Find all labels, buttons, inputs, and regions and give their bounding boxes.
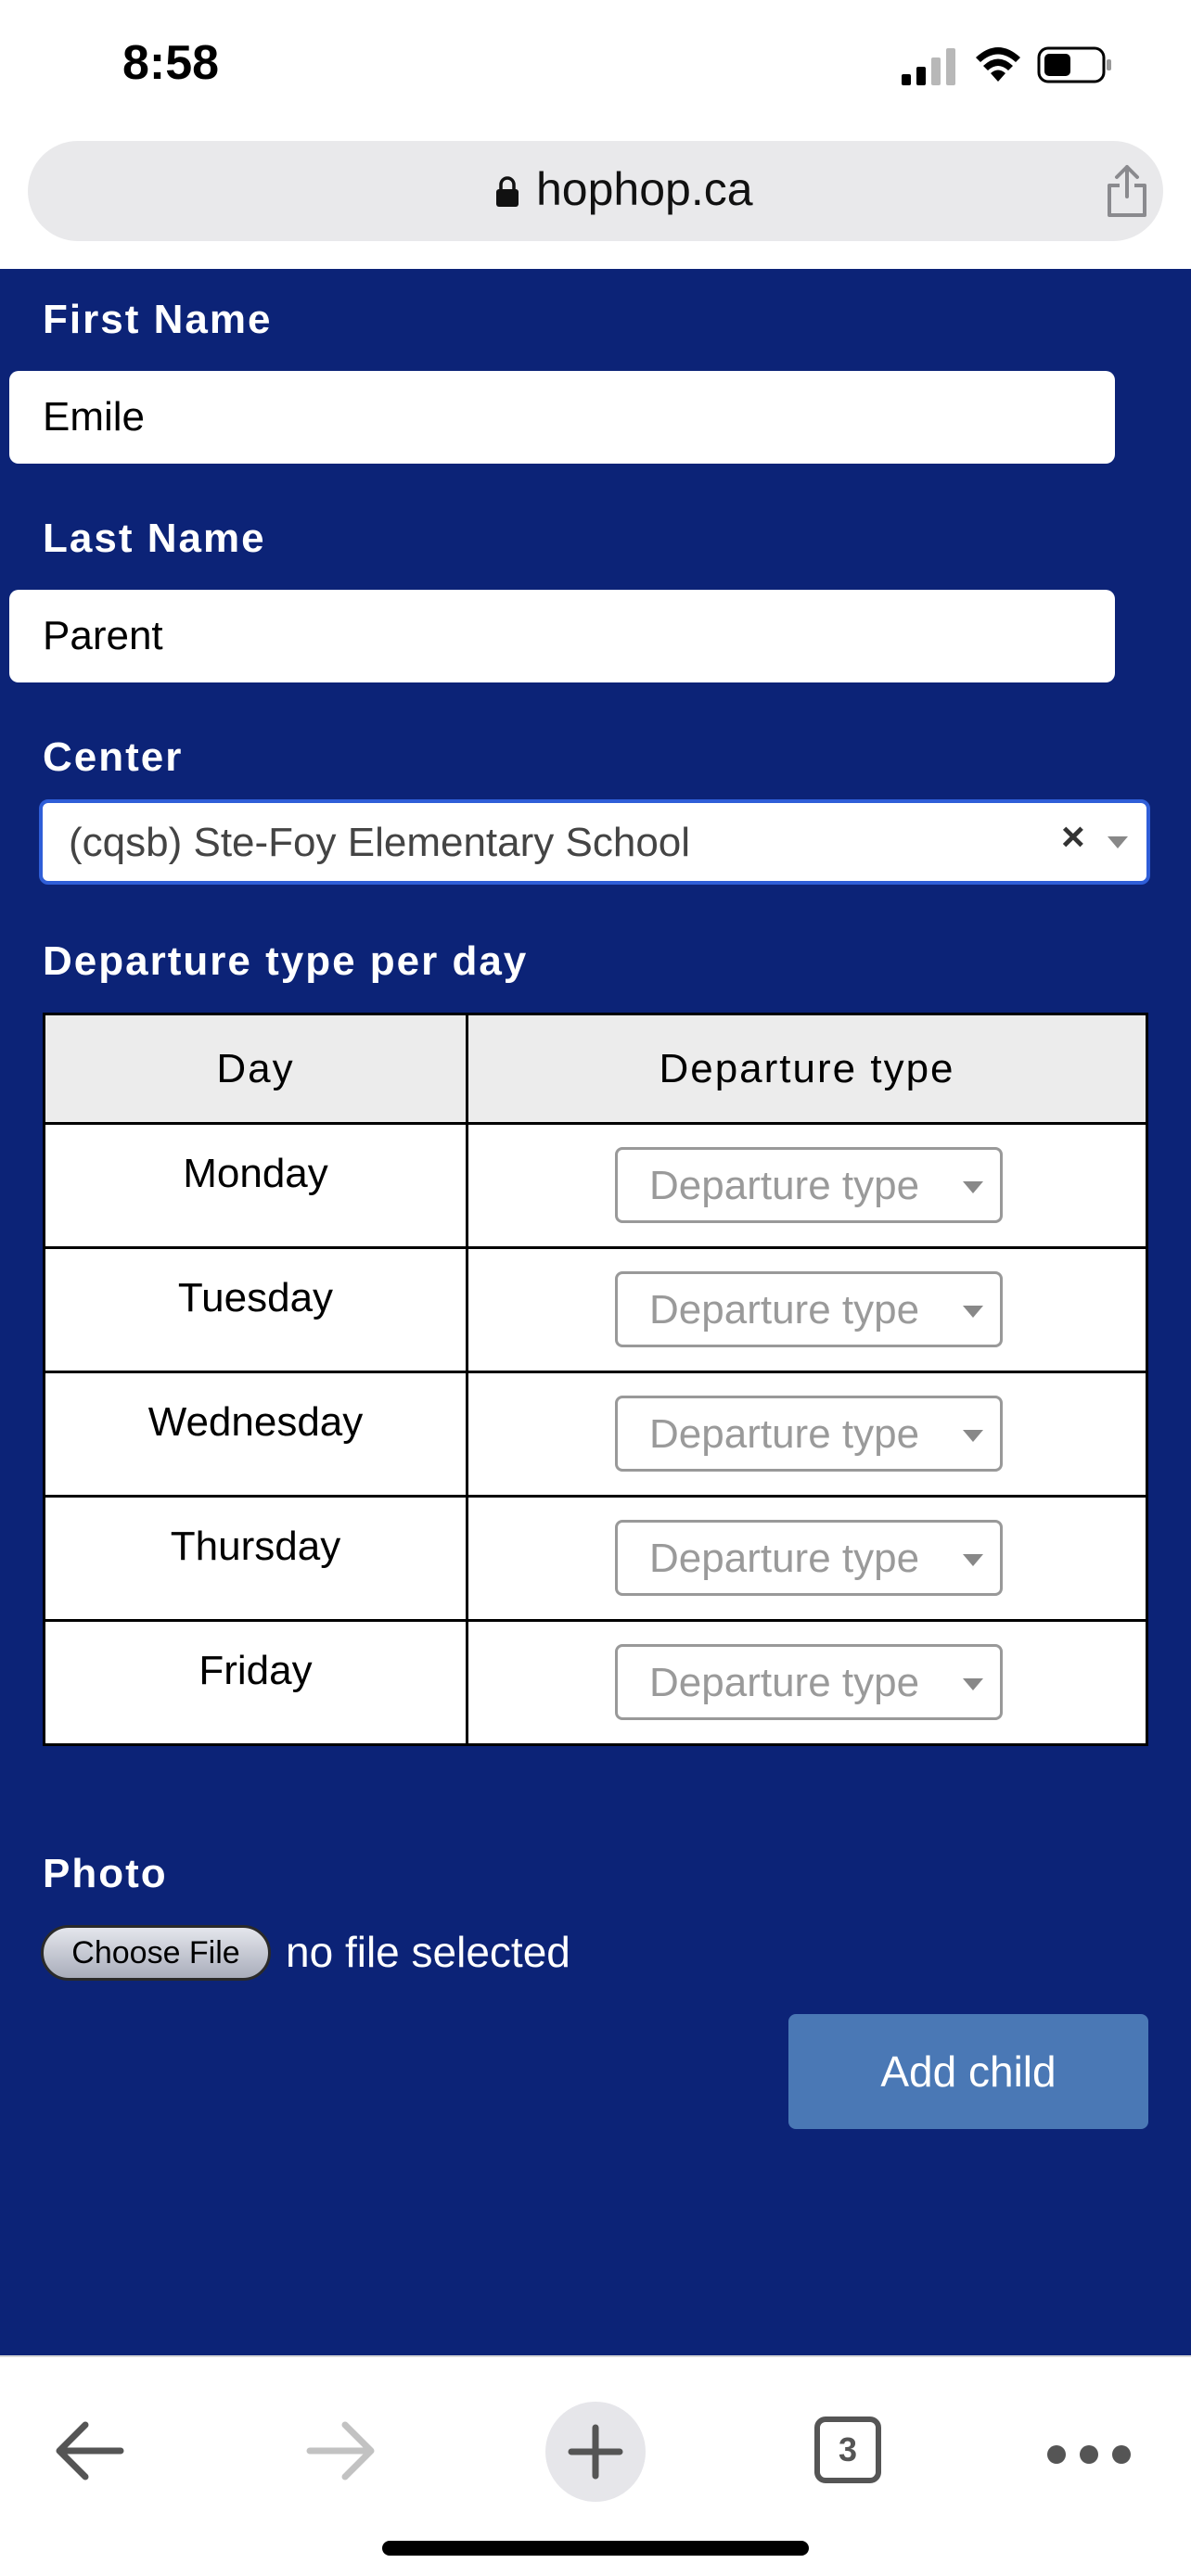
day-cell: Monday xyxy=(45,1124,467,1248)
share-icon[interactable] xyxy=(1104,163,1150,219)
chevron-down-icon xyxy=(963,1554,983,1566)
departure-table xyxy=(43,1013,1148,1746)
url-text[interactable]: hophop.ca xyxy=(536,163,753,215)
chevron-down-icon xyxy=(963,1181,983,1193)
chevron-down-icon xyxy=(963,1306,983,1318)
day-cell: Tuesday xyxy=(45,1248,467,1372)
photo-label: Photo xyxy=(43,1851,168,1896)
address-bar[interactable] xyxy=(28,141,1163,241)
last-name-input[interactable] xyxy=(9,590,1115,682)
table-row xyxy=(45,1497,1147,1621)
tabs-icon[interactable] xyxy=(814,2417,881,2483)
first-name-label: First Name xyxy=(43,297,273,342)
departure-type-select-thursday[interactable] xyxy=(615,1520,1003,1596)
tabs-count: 3 xyxy=(838,2430,858,2468)
departure-type-placeholder: Departure type xyxy=(649,1536,920,1581)
departure-type-select-monday[interactable] xyxy=(615,1147,1003,1223)
add-child-button[interactable]: Add child xyxy=(788,2014,1148,2129)
chevron-down-icon xyxy=(963,1678,983,1690)
departure-type-select-friday[interactable] xyxy=(615,1644,1003,1720)
battery-icon xyxy=(1037,46,1113,83)
new-tab-button[interactable] xyxy=(545,2402,646,2502)
day-cell: Friday xyxy=(45,1621,467,1745)
departure-type-placeholder: Departure type xyxy=(649,1411,920,1457)
last-name-label: Last Name xyxy=(43,516,266,561)
table-row xyxy=(45,1621,1147,1745)
browser-toolbar xyxy=(0,2355,1191,2576)
cellular-signal-icon xyxy=(902,48,957,85)
center-select[interactable] xyxy=(39,799,1150,885)
status-time: 8:58 xyxy=(122,36,220,90)
add-child-form xyxy=(0,269,1191,2355)
chevron-down-icon[interactable] xyxy=(1108,836,1128,848)
table-row xyxy=(45,1248,1147,1372)
day-header: Day xyxy=(45,1014,467,1124)
plus-icon xyxy=(568,2424,623,2480)
back-icon[interactable] xyxy=(52,2418,126,2483)
departure-type-placeholder: Departure type xyxy=(649,1287,920,1333)
departure-type-select-tuesday[interactable] xyxy=(615,1271,1003,1347)
table-row xyxy=(45,1372,1147,1497)
file-status-text: no file selected xyxy=(286,1928,570,1976)
departure-type-placeholder: Departure type xyxy=(649,1660,920,1705)
clear-icon[interactable]: × xyxy=(1061,814,1085,860)
table-row xyxy=(45,1124,1147,1248)
more-icon[interactable] xyxy=(1043,2441,1135,2468)
lock-icon xyxy=(495,176,519,208)
day-cell: Thursday xyxy=(45,1497,467,1621)
departure-type-header: Departure type xyxy=(467,1014,1147,1124)
center-select-value: (cqsb) Ste-Foy Elementary School xyxy=(69,820,691,865)
departure-type-label: Departure type per day xyxy=(43,938,529,984)
status-bar xyxy=(0,0,1191,130)
home-indicator xyxy=(382,2541,809,2556)
photo-file-input[interactable] xyxy=(41,1925,1089,1984)
departure-type-placeholder: Departure type xyxy=(649,1163,920,1208)
center-label: Center xyxy=(43,734,184,780)
first-name-input[interactable] xyxy=(9,371,1115,464)
departure-type-select-wednesday[interactable] xyxy=(615,1396,1003,1472)
forward-icon[interactable] xyxy=(304,2418,378,2483)
chevron-down-icon xyxy=(963,1430,983,1442)
table-header-row xyxy=(45,1014,1147,1124)
choose-file-button[interactable]: Choose File xyxy=(41,1925,271,1981)
day-cell: Wednesday xyxy=(45,1372,467,1497)
wifi-icon xyxy=(974,45,1022,85)
